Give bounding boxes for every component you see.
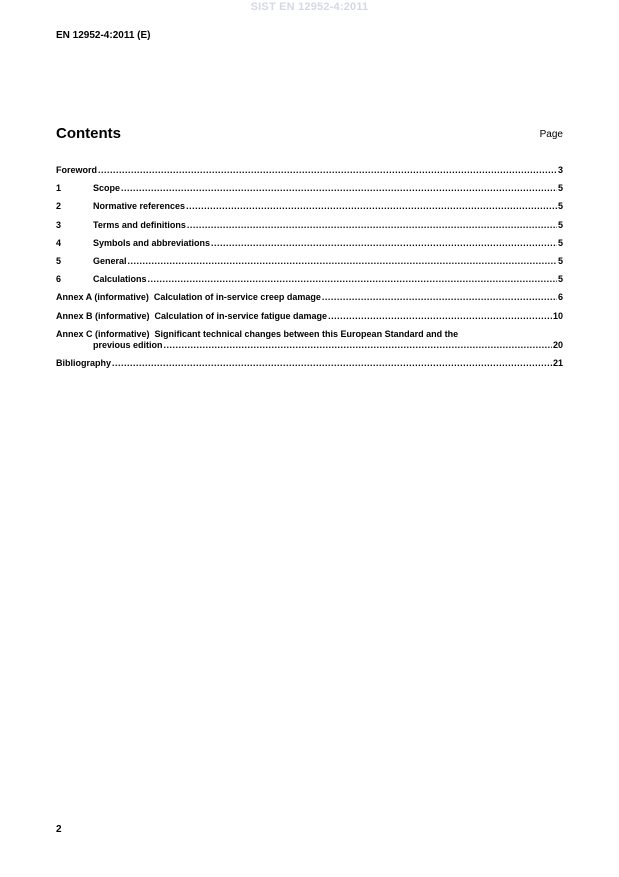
toc-entry-calculations[interactable] <box>56 274 563 292</box>
toc-entry-title: Significant technical changes between this European Standard and the <box>154 328 459 339</box>
toc-entry-page: 5 <box>557 201 563 212</box>
dot-leader <box>148 274 557 285</box>
toc-entry-title: General <box>93 255 127 266</box>
toc-entry-symbols-and-abbreviations[interactable] <box>56 238 563 256</box>
toc-entry-annex-c[interactable] <box>56 329 563 358</box>
toc-entry-page: 10 <box>552 310 563 321</box>
toc-entry-title: Calculations <box>93 274 147 285</box>
toc-annex-label: Annex B (informative) <box>56 310 150 321</box>
watermark: SIST EN 12952-4:2011 <box>250 1 369 13</box>
toc-entry-page: 5 <box>557 237 563 248</box>
contents-heading: Contents <box>56 125 121 142</box>
page-column-label: Page <box>539 129 563 140</box>
dot-leader <box>121 183 557 194</box>
toc-entry-title: Terms and definitions <box>93 219 186 230</box>
table-of-contents <box>56 165 563 376</box>
toc-entry-title: Symbols and abbreviations <box>93 237 211 248</box>
toc-entry-title: Calculation of in-service creep damage <box>153 292 321 303</box>
dot-leader <box>186 201 557 212</box>
toc-entry-annex-b[interactable] <box>56 311 563 329</box>
toc-entry-title: Normative references <box>93 201 186 212</box>
toc-entry-page: 5 <box>557 274 563 285</box>
toc-entry-title: Foreword <box>56 165 98 175</box>
toc-entry-page: 5 <box>557 255 563 266</box>
toc-entry-general[interactable] <box>56 256 563 274</box>
toc-entry-number: 3 <box>56 219 62 230</box>
page-number: 2 <box>56 824 62 835</box>
toc-entry-title: Calculation of in-service fatigue damage <box>154 310 328 321</box>
toc-entry-page: 20 <box>552 339 563 350</box>
toc-entry-terms-and-definitions[interactable] <box>56 220 563 238</box>
toc-entry-page: 6 <box>557 292 563 303</box>
dot-leader <box>328 311 552 322</box>
toc-entry-bibliography[interactable] <box>56 358 563 376</box>
toc-entry-number: 5 <box>56 255 62 266</box>
toc-entry-page: 5 <box>557 183 563 194</box>
toc-entry-normative-references[interactable] <box>56 201 563 219</box>
dot-leader <box>211 238 557 249</box>
toc-annex-label: Annex A (informative) <box>56 292 149 303</box>
toc-entry-title: Scope <box>93 183 121 194</box>
toc-entry-page: 5 <box>557 219 563 230</box>
dot-leader <box>187 220 557 231</box>
dot-leader <box>128 256 557 267</box>
toc-entry-annex-a[interactable] <box>56 292 563 310</box>
dot-leader <box>98 165 557 176</box>
toc-entry-number: 4 <box>56 237 62 248</box>
toc-entry-scope[interactable] <box>56 183 563 201</box>
document-identifier: EN 12952-4:2011 (E) <box>56 30 151 41</box>
toc-entry-foreword[interactable] <box>56 165 563 183</box>
toc-entry-page: 3 <box>557 165 563 175</box>
dot-leader <box>164 340 552 351</box>
toc-entry-title: Bibliography <box>56 357 112 368</box>
toc-entry-number: 1 <box>56 183 62 194</box>
toc-entry-number: 2 <box>56 201 62 212</box>
toc-annex-label: Annex C (informative) <box>56 328 150 339</box>
toc-entry-title-continuation: previous edition <box>93 339 163 350</box>
dot-leader <box>322 292 557 303</box>
toc-entry-number: 6 <box>56 274 62 285</box>
dot-leader <box>112 358 552 369</box>
toc-entry-page: 21 <box>552 357 563 368</box>
